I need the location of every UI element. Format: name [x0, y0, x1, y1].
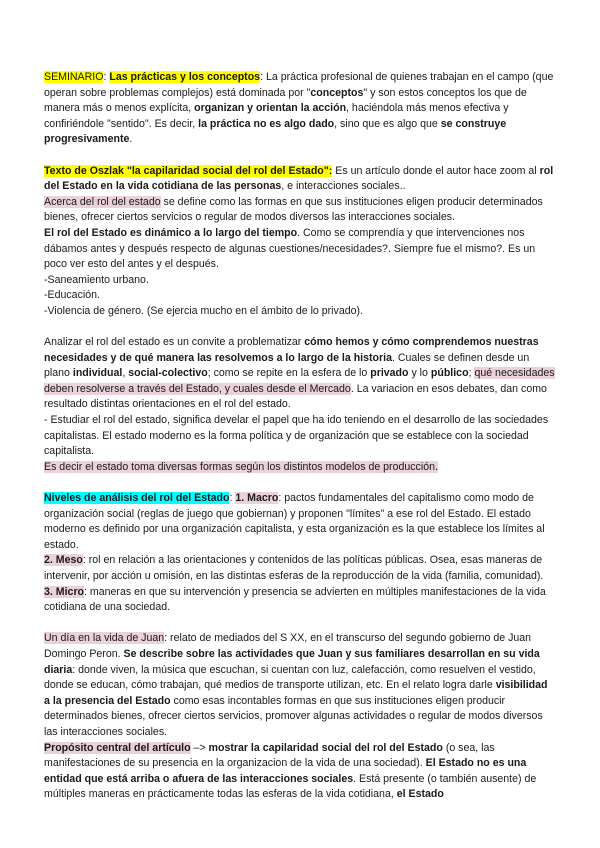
bold-text: Se describe sobre las actividades que Juan y sus familiares desarrollan en su vida diaria [44, 647, 540, 676]
text-run: : pactos fundamentales del capitalismo como modo de organización social (reglas de juego que gobiernan) y proponen "límites" a ese rol del Estado. El estado moderno es definido por una organización capitalista, y esta organización es la que establece los límites al estado. [44, 492, 545, 551]
text-run: y lo [408, 367, 431, 380]
level-macro-label: 1. Macro [235, 492, 279, 505]
paragraph-proposito [44, 741, 556, 803]
text-run: . La variacion en esos debates, dan como resultado distintas orientaciones en el rol del estado. [44, 382, 547, 411]
bold-text: individual [72, 367, 123, 380]
text-run: (o sea, las manifestaciones de su presencia en la organizacion de la vida de una sociedad). [44, 741, 495, 770]
text-run: –> [190, 741, 209, 754]
bold-text: se construye progresivamente [44, 117, 507, 146]
bold-text: visibilidad a la presencia del Estado [44, 679, 548, 707]
text-run: . [129, 133, 133, 146]
level-micro-label: 3. Micro [44, 585, 85, 598]
proposito-label: Propósito central del artículo [44, 741, 191, 754]
paragraph-oszlak [44, 164, 556, 195]
list-item: -Violencia de género. (Se ejercia mucho en el ámbito de lo privado). [44, 304, 363, 317]
bold-text: cómo hemos y cómo comprendemos nuestras necesidades y de qué manera las resolvemos a lo largo de la historia [44, 336, 539, 364]
level-meso-label: 2. Meso [44, 554, 83, 567]
niveles-heading: Niveles de análisis del rol del Estado [44, 492, 230, 505]
bold-text: rol del Estado en la vida cotidiana de las personas [44, 164, 554, 193]
text-run: , e interacciones sociales.. [281, 180, 406, 193]
text-run: Analizar el rol del estado es un convite a problematizar [44, 336, 305, 349]
juan-title: Un día en la vida de Juan [44, 632, 165, 645]
bold-text: conceptos [310, 86, 364, 99]
bold-text: el Estado [396, 788, 444, 801]
highlighted-text: Es decir el estado toma diversas formas según los distintos modelos de producción. [44, 460, 438, 473]
bold-text: El Estado no es una entidad que está arriba o afuera de las interacciones sociales [44, 757, 527, 785]
text-run: ; como se repite en la esfera de lo [207, 367, 371, 380]
oszlak-heading: Texto de Oszlak "la capilaridad social del rol del Estado": [44, 164, 333, 177]
paragraph-dinamico [44, 226, 556, 273]
seminario-label: SEMINARIO [44, 71, 104, 83]
paragraph-gap [44, 475, 556, 491]
text-run: : [229, 492, 236, 505]
paragraph-gap [44, 320, 556, 336]
bold-text: público [430, 367, 469, 380]
text-run: : maneras en que su intervención y presencia se advierten en múltiples manifestaciones de la vida cotidiana de una sociedad. [44, 585, 546, 614]
paragraph-estudiar: - Estudiar el rol del estado, significa develar el papel que ha ido teniendo en el desarrollo de las sociedades capitalistas. El estado moderno es la forma política y de organización que se establece con la sociedad capitalista. [44, 414, 549, 458]
bold-text: social-colectivo [128, 367, 208, 380]
text-run: . Está presente (o también ausente) de múltiples maneras en prácticamente todas las esferas de la vida cotidiana, [44, 772, 537, 801]
list-item: -Saneamiento urbano. [44, 273, 149, 286]
bold-text: organizan y orientan la acción [194, 102, 347, 115]
text-run: : relato de mediados del S XX, en el transcurso del segundo gobierno de Juan Domingo Peron. [44, 632, 532, 660]
text-run: ; [468, 367, 475, 380]
highlighted-text: Acerca del rol del estado [44, 195, 161, 208]
text-run: , [122, 367, 129, 380]
highlighted-text: qué necesidades deben resolverse a través del Estado, y cuales desde el Mercado [44, 367, 555, 395]
paragraph-analizar [44, 335, 556, 413]
paragraph-juan [44, 631, 556, 740]
text-run: , haciéndola más menos efectiva y confiriéndole "sentido". Es decir, [44, 102, 509, 130]
paragraph-gap [44, 148, 556, 164]
bold-text: privado [370, 367, 409, 380]
text-run: se define como las formas en que sus instituciones eligen producir determinados bienes, ofrecer ciertos servicios o regular de modos diversos las interacciones sociales. [44, 195, 543, 224]
text-run: como esas incontables formas en que sus instituciones eligen producir determinados bienes, ofrecer ciertos servicios, promover algunas actividades o regular de modos diversos las interacciones sociales. [44, 694, 543, 738]
text-run: . Cuales se definen desde un plano [44, 351, 530, 380]
paragraph-rol-estado [44, 195, 556, 226]
text-run: . Como se comprendía y que intervenciones nos dábamos antes y después respecto de algunas cuestiones/necesidades?. Siempre fue el mismo?. Es un poco ver esto del antes y el después. [44, 226, 536, 271]
paragraph-niveles [44, 491, 556, 553]
text-run: , sino que es algo que [334, 117, 441, 130]
bold-text: mostrar la capilaridad social del rol del Estado [208, 741, 443, 754]
text-run: Es un artículo donde el autor hace zoom al [332, 164, 540, 177]
bold-text: la práctica no es algo dado [198, 117, 335, 130]
text-run: " y son estos conceptos los que de manera más o menos explícita, [44, 86, 527, 115]
text-run: : donde viven, la música que escuchan, si cuentan con luz, calefacción, como resuelven el vestido, donde se educan, cómo trabajan, qué medios de transporte utilizan, etc. En el relato logra darle [44, 663, 536, 692]
paragraph-meso [44, 553, 556, 584]
text-run: : [103, 71, 110, 83]
text-run: : rol en relación a las orientaciones y contenidos de las políticas públicas. Osea, esas maneras de intervenir, por acción u omisión, en las distintas esferas de la reproducción de la vida (familia, comunidad). [44, 554, 544, 582]
seminario-topic: Las prácticas y los conceptos [109, 71, 261, 83]
paragraph-modelos [44, 460, 556, 476]
bold-text: El rol del Estado es dinámico a lo largo del tiempo [44, 226, 298, 239]
text-run: : La práctica profesional de quienes trabajan en el campo (que operan sobre problemas complejos) está dominada por " [44, 71, 554, 99]
paragraph-gap [44, 616, 556, 632]
paragraph-seminario [44, 70, 556, 148]
list-item: -Educación. [44, 289, 100, 302]
paragraph-micro [44, 585, 556, 616]
